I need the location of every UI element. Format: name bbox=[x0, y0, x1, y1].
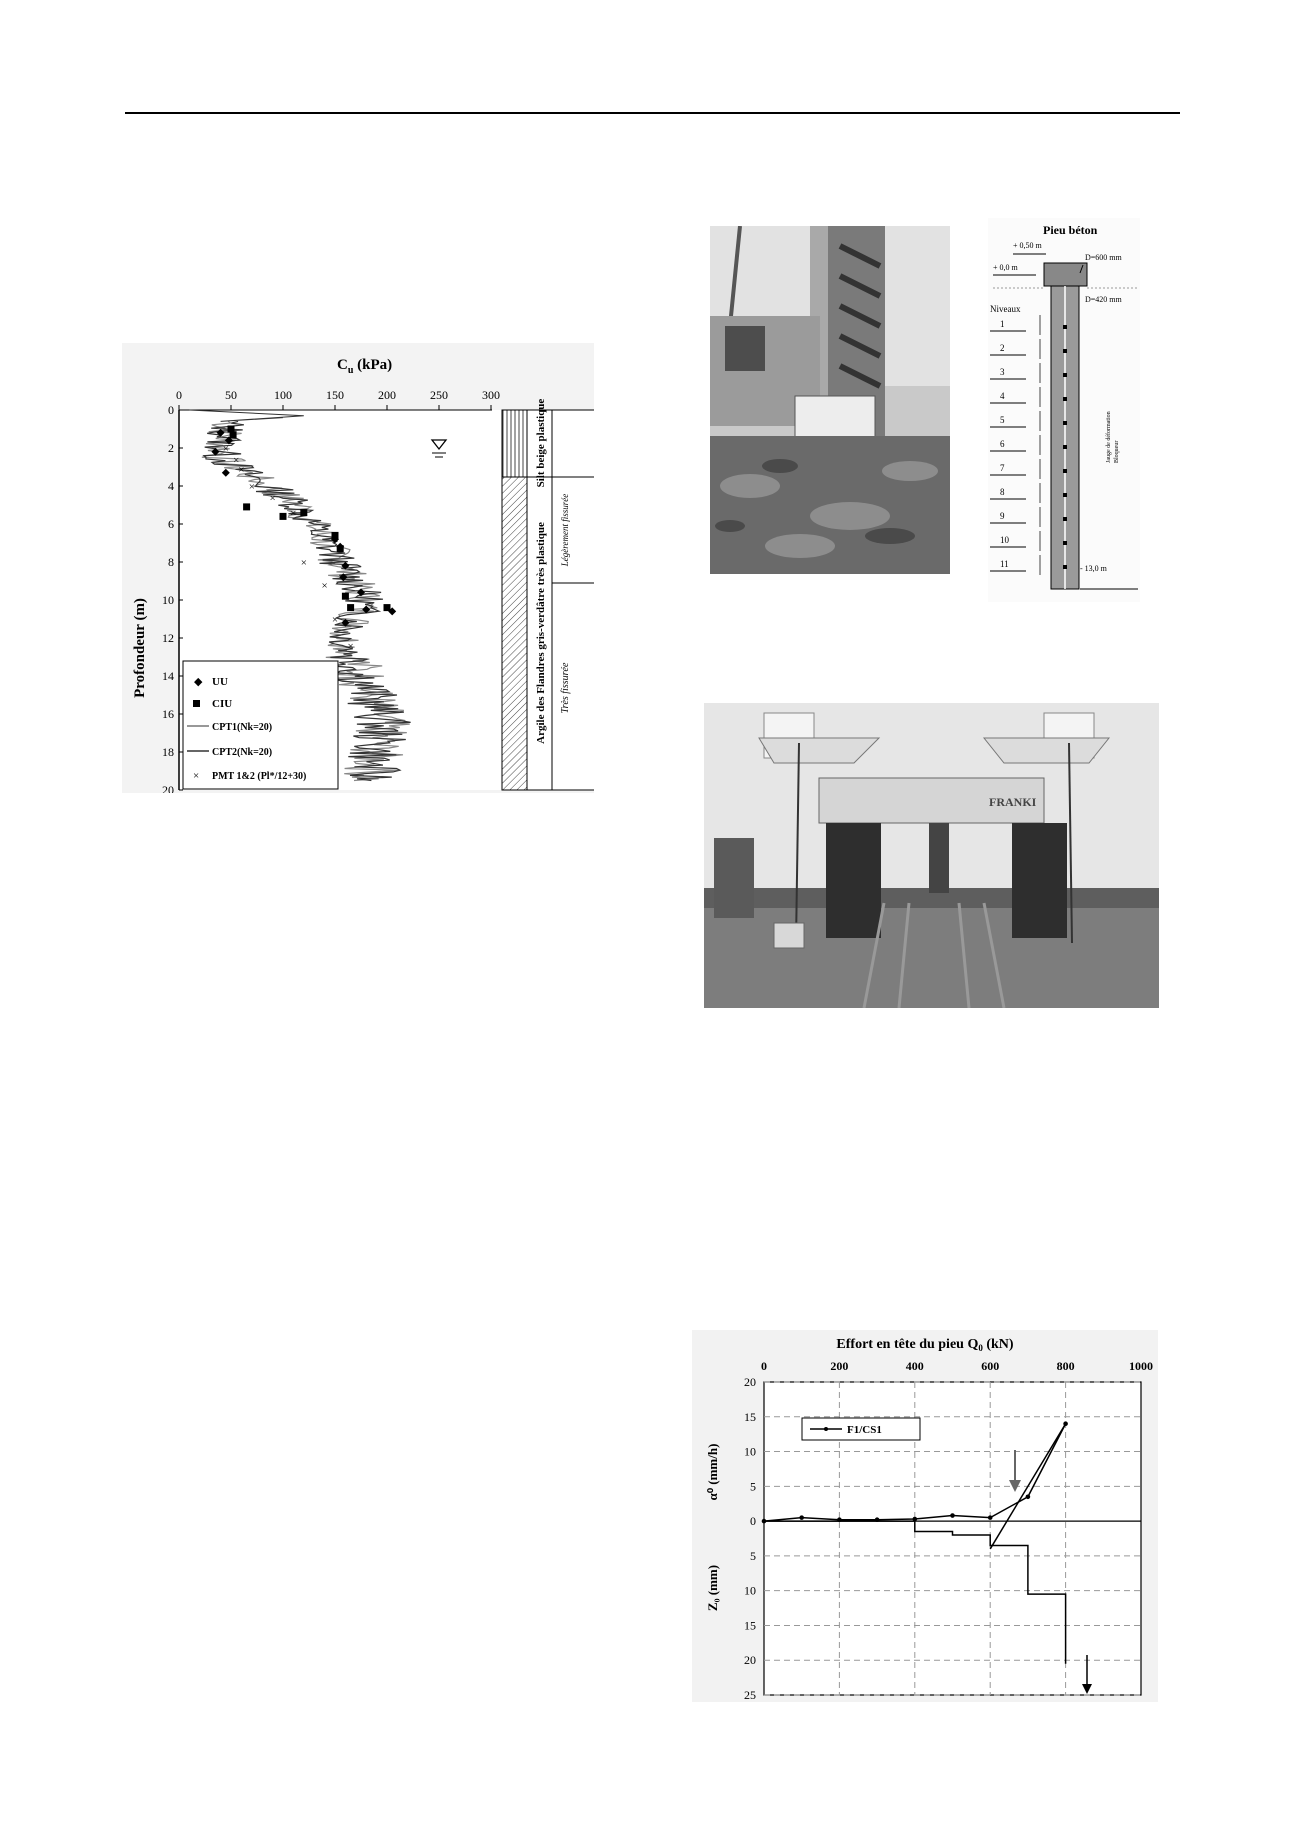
strata-layer1-label: Silt beige plastique bbox=[535, 398, 547, 488]
label-zero: + 0,0 m bbox=[993, 263, 1018, 272]
photo-load-test-frame bbox=[704, 703, 1159, 1008]
y-tick-label: 5 bbox=[750, 1479, 756, 1494]
level-label: 2 bbox=[1000, 343, 1005, 353]
x-axis-title: $C_u$ (kPa) bbox=[337, 357, 393, 376]
x-axis-title: Effort en tête du pieu $Q_0$ (kN) bbox=[836, 1337, 1014, 1353]
ciu-point bbox=[300, 509, 307, 516]
legend bbox=[183, 661, 338, 789]
level-label: 11 bbox=[1000, 559, 1009, 569]
level-label: 3 bbox=[1000, 367, 1005, 377]
y-tick-label: 0 bbox=[750, 1514, 756, 1529]
y-tick-label: 18 bbox=[162, 745, 174, 759]
y-tick-label: 25 bbox=[744, 1688, 756, 1702]
y-tick-label: 6 bbox=[168, 517, 174, 531]
pmt-point: × bbox=[321, 579, 328, 592]
banner-franki: FRANKI bbox=[989, 795, 1037, 809]
level-label: 1 bbox=[1000, 319, 1005, 329]
ciu-point bbox=[243, 503, 250, 510]
f1cs1-point bbox=[988, 1515, 993, 1520]
test-jack bbox=[929, 823, 949, 893]
x-tick-label: 400 bbox=[905, 1359, 924, 1373]
legend-ciu-marker bbox=[193, 700, 200, 707]
legend-pmt-marker: × bbox=[193, 770, 200, 782]
x-tick-label: 0 bbox=[176, 388, 182, 402]
ciu-point bbox=[347, 604, 354, 611]
pmt-point: × bbox=[238, 463, 245, 476]
y-axis-title: Profondeur (m) bbox=[132, 598, 148, 698]
level-label: 8 bbox=[1000, 487, 1005, 497]
x-tick-label: 100 bbox=[274, 388, 292, 402]
legend-cpt1: CPT1(Nk=20) bbox=[212, 722, 273, 733]
figure-load-curve bbox=[692, 1330, 1158, 1702]
y-axis-label-top: α⁰ (mm/h) bbox=[705, 1443, 720, 1501]
label-d420: D=420 mm bbox=[1085, 295, 1122, 304]
reaction-pile-left bbox=[826, 823, 881, 938]
legend bbox=[802, 1418, 920, 1440]
y-tick-label: 14 bbox=[162, 669, 174, 683]
y-tick-label: 15 bbox=[744, 1409, 756, 1424]
x-tick-label: 200 bbox=[378, 388, 396, 402]
gauge-marker bbox=[1063, 445, 1067, 449]
level-label: 10 bbox=[1000, 535, 1009, 545]
y-tick-label: 10 bbox=[744, 1444, 756, 1459]
y-tick-label: 0 bbox=[168, 403, 174, 417]
x-tick-label: 250 bbox=[430, 388, 448, 402]
legend-uu: UU bbox=[212, 676, 228, 688]
legend-ciu: CIU bbox=[212, 698, 233, 710]
strata-sub1-label: Légèrement fissurée bbox=[560, 493, 570, 567]
y-tick-label: 8 bbox=[168, 555, 174, 569]
gauge-marker bbox=[1063, 469, 1067, 473]
pmt-point: × bbox=[233, 454, 240, 467]
cu-profile-chart bbox=[122, 343, 594, 793]
pile-title: Pieu béton bbox=[1043, 223, 1098, 237]
strata-silt-pattern bbox=[502, 410, 527, 477]
pmt-point: × bbox=[248, 481, 255, 493]
f1cs1-point bbox=[1026, 1494, 1031, 1499]
gauge-marker bbox=[1063, 373, 1067, 377]
ground bbox=[704, 903, 1159, 1008]
x-tick-label: 300 bbox=[482, 388, 500, 402]
level-label: 6 bbox=[1000, 439, 1005, 449]
y-tick-label: 10 bbox=[162, 593, 174, 607]
y-tick-label: 20 bbox=[744, 1653, 756, 1668]
y-tick-label: 12 bbox=[162, 631, 174, 645]
f1cs1-point bbox=[799, 1515, 804, 1520]
strata-clay-pattern bbox=[502, 477, 527, 790]
header-rule bbox=[125, 112, 1180, 114]
legend-blocker: Bloqueur bbox=[1114, 440, 1120, 463]
niveaux-title: Niveaux bbox=[990, 304, 1021, 314]
x-tick-label: 150 bbox=[326, 388, 344, 402]
y-axis-label-bottom: Z₀ (mm) bbox=[705, 1564, 720, 1612]
gauge-marker bbox=[1063, 325, 1067, 329]
strata-sub2-label: Très fissurée bbox=[560, 662, 571, 714]
pile-cap bbox=[1044, 263, 1087, 286]
gauge-marker bbox=[1063, 349, 1067, 353]
y-tick-label: 16 bbox=[162, 707, 174, 721]
legend-cpt2: CPT2(Nk=20) bbox=[212, 747, 273, 758]
gauge-marker bbox=[1063, 541, 1067, 545]
x-tick-label: 800 bbox=[1056, 1359, 1075, 1373]
legend-pmt: PMT 1&2 (Pl*/12+30) bbox=[212, 771, 307, 782]
pmt-point: × bbox=[300, 557, 307, 569]
f1cs1-point bbox=[950, 1513, 955, 1518]
ciu-point bbox=[342, 593, 349, 600]
ciu-point bbox=[332, 532, 339, 539]
load-curve-chart bbox=[692, 1330, 1158, 1702]
legend-uu-marker: ◆ bbox=[194, 676, 203, 688]
strata-layer2-label: Argile des Flandres gris-verdâtre très plastique bbox=[535, 522, 547, 744]
x-tick-label: 200 bbox=[830, 1359, 849, 1373]
x-tick-label: 600 bbox=[981, 1359, 1000, 1373]
legend-f1cs1: F1/CS1 bbox=[847, 1424, 882, 1436]
level-label: 4 bbox=[1000, 391, 1005, 401]
gauge-marker bbox=[1063, 517, 1067, 521]
label-plus050: + 0,50 m bbox=[1013, 241, 1042, 250]
y-tick-label: 10 bbox=[744, 1583, 756, 1598]
y-tick-label: 20 bbox=[744, 1375, 756, 1389]
x-tick-label: 1000 bbox=[1129, 1359, 1153, 1373]
gauge-marker bbox=[1063, 421, 1067, 425]
figure-pile-schematic bbox=[988, 218, 1140, 602]
y-tick-label: 5 bbox=[750, 1548, 756, 1563]
pmt-point: × bbox=[269, 492, 276, 505]
y-tick-label: 2 bbox=[168, 441, 174, 455]
x-tick-label: 0 bbox=[761, 1359, 767, 1373]
ciu-point bbox=[280, 513, 287, 520]
pmt-point: × bbox=[290, 507, 297, 520]
pmt-point: × bbox=[347, 640, 354, 653]
level-label: 9 bbox=[1000, 511, 1005, 521]
label-d600: D=600 mm bbox=[1085, 253, 1122, 262]
x-tick-label: 50 bbox=[225, 388, 237, 402]
level-label: 7 bbox=[1000, 463, 1005, 473]
y-tick-label: 4 bbox=[168, 479, 174, 493]
y-tick-label: 15 bbox=[744, 1618, 756, 1633]
gauge-marker bbox=[1063, 493, 1067, 497]
level-label: 5 bbox=[1000, 415, 1005, 425]
pmt-point: × bbox=[222, 443, 229, 455]
ciu-point bbox=[384, 604, 391, 611]
photo-auger-rig bbox=[710, 226, 950, 574]
ciu-point bbox=[337, 545, 344, 552]
gauge-marker bbox=[1063, 397, 1067, 401]
figure-cu-profile bbox=[122, 343, 594, 793]
y-tick-label: 20 bbox=[162, 783, 174, 793]
legend-gauge: Jauge de déformation bbox=[1106, 411, 1112, 463]
pmt-point: × bbox=[331, 614, 339, 626]
gauge-marker bbox=[1063, 565, 1067, 569]
ciu-point bbox=[230, 431, 237, 438]
reaction-pile-right bbox=[1012, 823, 1067, 938]
label-minus13: - 13,0 m bbox=[1080, 564, 1107, 573]
